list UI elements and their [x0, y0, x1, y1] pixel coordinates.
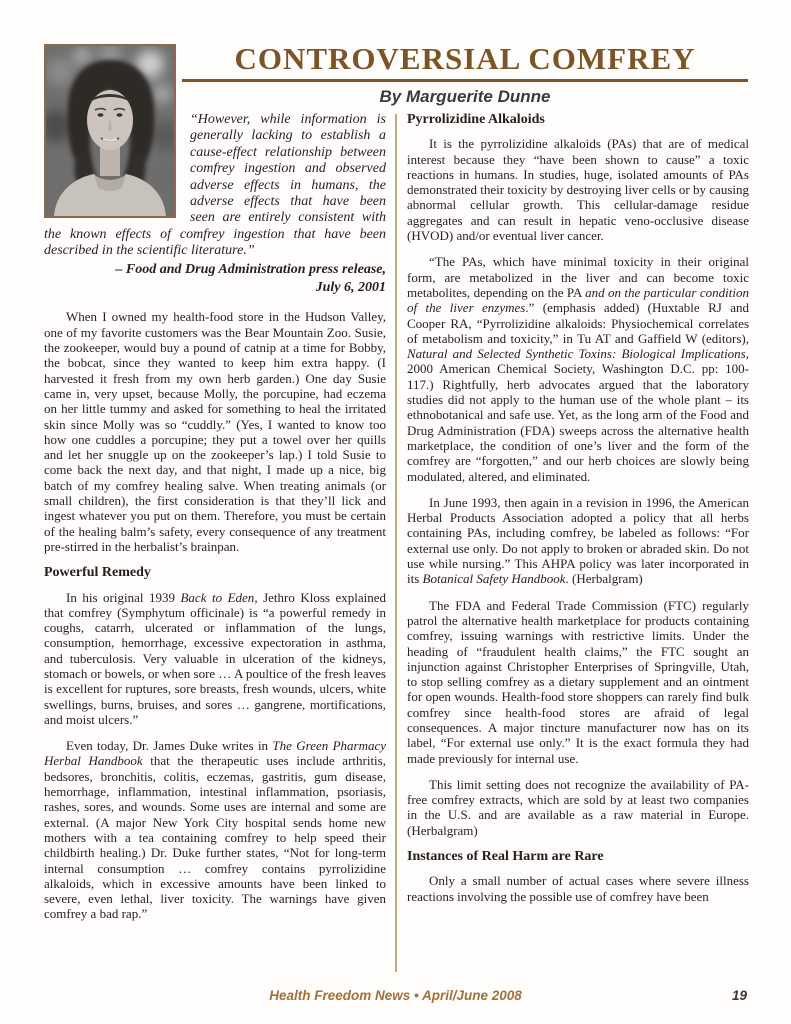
section-heading-powerful-remedy: Powerful Remedy [44, 565, 151, 581]
column-divider [395, 114, 397, 972]
section-heading-real-harm: Instances of Real Harm are Rare [407, 849, 604, 865]
byline: By Marguerite Dunne [379, 87, 551, 106]
paragraph-kloss: In his original 1939 Back to Eden, Jethro Kloss explained that comfrey (Symphytum officinale) is “a powerful remedy in coughs, catarrh, ulcerated or inflammation of the lungs, consumption, hemorrhage, excessive expectoration in asthma, and tuberculosis. Very valuable in ulceration of the kidneys, stomach or bowels, or when sore … A poultice of the fresh leaves is excellent for ruptures, sore breasts, fresh wounds, ulcers, white swellings, burns, bruises, and sores … gangrene, mortifications, and moist ulcers.” [44, 589, 387, 727]
quote-text: “However, while information is generally lacking to establish a cause-effect relationship between comfrey ingestion and observed adverse effects in humans, the adverse effects that have been seen are entirely consistent with the known effects of comfrey ingestion that have been described in the scientific literature.” [44, 112, 386, 259]
left-column [44, 112, 386, 933]
title-rule [182, 79, 748, 82]
page-footer [44, 988, 747, 1003]
article-title: CONTROVERSIAL COMFREY [234, 41, 696, 76]
paragraph-duke: Even today, Dr. James Duke writes in The Green Pharmacy Herbal Handbook that the therapeutic uses include arthritis, bedsores, bronchitis, colitis, eczemas, gastritis, gum disease, hemorrhage, inflammation, intestinal inflammation, psoriasis, rashes, sores, and wounds. Some uses are internal and some are external. (A major New York City hospital sends home new mothers with a tea containing comfrey to help speed their childbirth healing.) Dr. Duke further states, “Not for long-term internal consumption … comfrey contains pyrrolizidine alkaloids, which in excessive amounts have been linked to severe, even lethal, liver toxicity. The warnings have given comfrey a bad rap.” [44, 738, 387, 922]
footer-journal-issue: Health Freedom News • April/June 2008 [269, 988, 522, 1003]
paragraph-ftc-enforcement: The FDA and Federal Trade Commission (FTC) regularly patrol the alternative health marketplace for products containing comfrey, issuing warnings with restrictive limits. Under the heading of “fraudulent health claims,” the FTC sought an injunction against Christopher Enterprises of Springville, Utah, to stop selling comfrey as a dietary supplement and an ointment for open wounds. Health-food store shoppers can rarely find bulk comfrey since health-food stores are afraid of legal consequences. A major tincture manufacturer now has on its label, “For external use only.” It is the exact formula they had made previously for internal use. [407, 597, 749, 766]
paragraph-medical-interest: It is the pyrrolizidine alkaloids (PAs) that are of medical interest because they “have been shown to cause” a toxic reactions in humans. In studies, huge, isolated amounts of PAs demonstrated their toxicity by destroying liver cells or by causing abnormal cellular growth. This cellular-damage residue aggregates and can result in hepatic veno-occlusive disease (HVOD) and/or eventual liver cancer. [407, 136, 749, 244]
paragraph-pa-free-extracts: This limit setting does not recognize the availability of PA-free comfrey extracts, which are sold by at least two companies in the U.S. and are available as a raw material in Europe. (Herbalgram) [407, 776, 749, 838]
section-heading-pyrrolizidine-alkaloids: Pyrrolizidine Alkaloids [407, 112, 545, 127]
right-column [407, 112, 749, 915]
photo-wrap-spacer [44, 112, 190, 212]
footer-page-number: 19 [731, 988, 747, 1003]
paragraph-ahpa-policy: In June 1993, then again in a revision in 1996, the American Herbal Products Association adopted a policy that all herbs containing PAs, including comfrey, be labeled as follows: “For external use only. Do not apply to broken or abraded skin. Do not use while nursing.” This AHPA policy was later incorporated in its Botanical Safety Handbook. (Herbalgram) [407, 494, 749, 587]
paragraph-rare-cases: Only a small number of actual cases where severe illness reactions involving the possible use of comfrey have been [407, 873, 749, 904]
article-header [182, 42, 748, 107]
pull-quote [44, 112, 386, 296]
quote-attribution-date: July 6, 2001 [315, 280, 386, 296]
paragraph-anecdote: When I owned my health-food store in the Hudson Valley, one of my favorite customers was the Bear Mountain Zoo. Susie, the zookeeper, would buy a pound of catnip at a time for Bobby, the bobcat, since they wanted to keep him extra happy. (I harvested it fresh from my own herb garden.) One day Susie came in, very upset, because Molly, the porcupine, had eczema on her little tummy and asked for something to heal the irritated skin since Molly was so “cuddly.” (Yes, I wanted to know too how one cuddles a porcupine; they put a towel over her quills and let her snuggle up on the zookeeper’s lap.) I told Susie to come back the next day, and that night, I made up a nice, big batch of my comfrey healing salve. When treating animals (or small children), the first consideration is that they’ll lick and ingest whatever you put on them. Therefore, you must be certain of the healing balm’s safety, every consequence of any treatment pre-stirred in the herbalist’s brainpan. [44, 309, 386, 554]
quote-attribution-source: – Food and Drug Administration press release, [115, 261, 386, 277]
paragraph-huxtable-citation: “The PAs, which have minimal toxicity in their original form, are metabolized in the liver and can become toxic metabolites, depending on the PA and on the particular condition of the liver enzymes.” (emphasis added) (Huxtable RJ and Cooper RA, “Pyrrolizidine alkaloids: Physiochemical correlates of metabolism and toxicity,” in Tu AT and Gaffield W (editors), Natural and Selected Synthetic Toxins: Biological Implications, 2000 American Chemical Society, Washington D.C. pp: 100-117.) Rightfully, herb advocates argued that the laboratory studies did not apply to the human use of the whole plant – its ethnobotanical and safe use. Yet, as the long arm of the Food and Drug Administration (FDA) sweeps across the alternative health marketplace, the condition of one’s liver and the form of the comfrey are “forgotten,” and our herb choices are slowly being modulated, altered, and eliminated. [407, 254, 750, 484]
